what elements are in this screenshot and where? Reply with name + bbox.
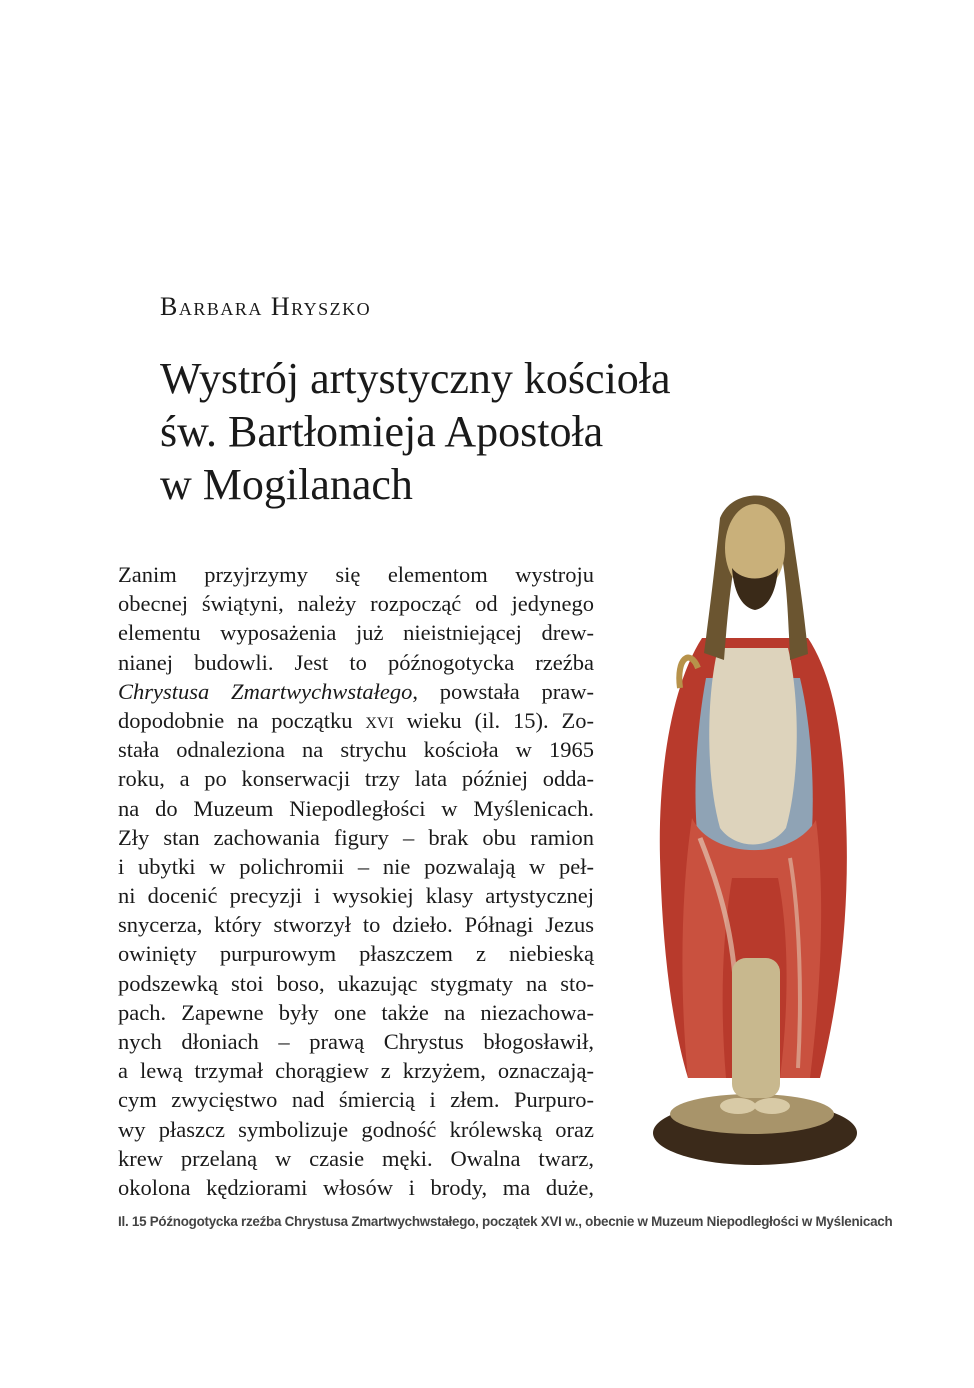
- sculpture-image: [640, 478, 870, 1186]
- body-line: pach. Zapewne były one także na niezachowa-: [118, 999, 594, 1025]
- body-line: snycerza, który stworzył to dzieło. Półnagi Jezus: [118, 912, 594, 938]
- body-line: wy płaszcz symbolizuje godność królewską oraz: [118, 1116, 594, 1142]
- body-line: podszewką stoi boso, ukazując stygmaty na sto-: [118, 970, 594, 996]
- italic-artwork-title: Chrystusa Zmartwychwstałego: [118, 678, 413, 704]
- body-line: Zanim przyjrzymy się elementom wystroju: [118, 562, 594, 587]
- body-paragraph: [118, 560, 594, 1202]
- body-line: elementu wyposażenia już nieistniejącej drew-: [118, 620, 594, 646]
- body-line: roku, a po konserwacji trzy lata później odda-: [118, 766, 594, 792]
- body-line: krew przelaną w czasie męki. Owalna twarz,: [118, 1145, 594, 1171]
- body-line: obecnej świątyni, należy rozpocząć od jedynego: [118, 591, 594, 617]
- sculpture-figure: [640, 478, 870, 1186]
- body-line: stała odnaleziona na strychu kościoła w 1965: [118, 737, 594, 763]
- century-numeral: xvi: [365, 707, 394, 733]
- body-line-smallcaps: dopodobnie na początku xvi wieku (il. 15). Zo-: [118, 707, 594, 733]
- body-line: nych dłoniach – prawą Chrystus błogosławił,: [118, 1029, 594, 1054]
- body-line: owinięty purpurowym płaszczem z niebieską: [118, 941, 594, 967]
- title-line: Wystrój artystyczny kościoła: [160, 354, 671, 403]
- body-line-italic: Chrystusa Zmartwychwstałego, powstała praw-: [118, 678, 594, 704]
- body-line: nianej budowli. Jest to późnogotycka rzeźba: [118, 649, 594, 675]
- legs: [732, 958, 780, 1098]
- body-line: i ubytki w polichromii – nie pozwalają w peł-: [118, 853, 594, 879]
- body-line: ni docenić precyzji i wysokiej klasy artystycznej: [118, 883, 594, 909]
- body-line: Zły stan zachowania figury – brak obu ramion: [118, 824, 594, 850]
- title-line: św. Bartłomieja Apostoła: [160, 407, 604, 456]
- body-line: a lewą trzymał chorągiew z krzyżem, oznaczają-: [118, 1058, 594, 1084]
- figure-caption: Il. 15 Późnogotycka rzeźba Chrystusa Zmartwychwstałego, początek XVI w., obecnie w Muzeum Niepodległości w Myślenicach: [118, 1214, 893, 1229]
- body-line: cym zwycięstwo nad śmiercią i złem. Purpuro-: [118, 1087, 594, 1113]
- body-line: na do Muzeum Niepodległości w Myślenicach.: [118, 795, 594, 821]
- body-line: okolona kędziorami włosów i brody, ma duże,: [118, 1174, 594, 1200]
- title-line: w Mogilanach: [160, 460, 413, 509]
- torso: [709, 648, 797, 845]
- author-name: Barbara Hryszko: [160, 292, 372, 321]
